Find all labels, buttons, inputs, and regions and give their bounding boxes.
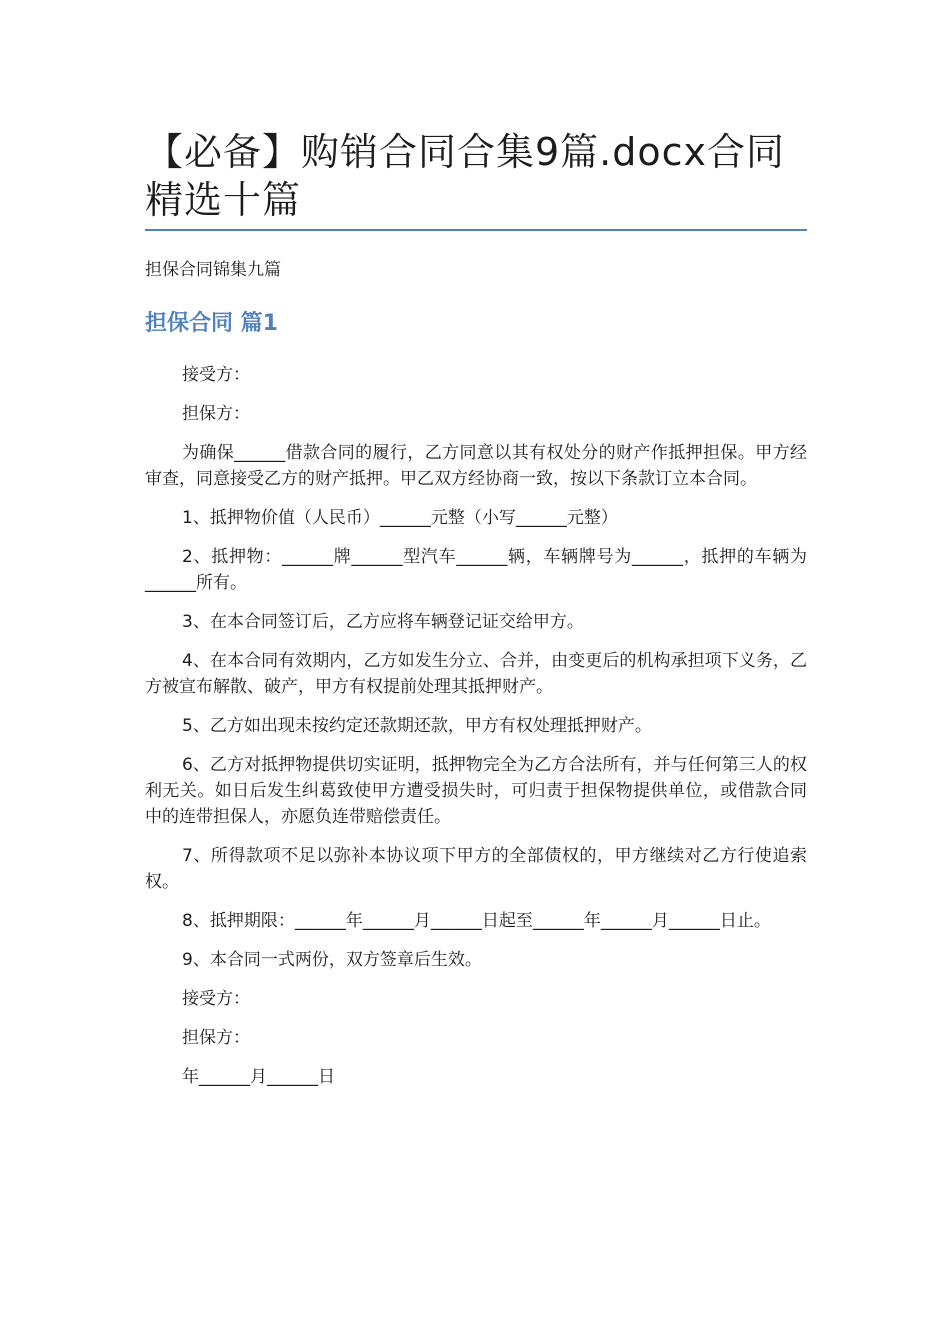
clause-3: 3、在本合同签订后，乙方应将车辆登记证交给甲方。 [182, 612, 584, 632]
clause-2: 2、抵押物：______牌______型汽车______辆，车辆牌号为______，抵押的车辆为______所有。 [145, 547, 807, 593]
clause-7: 7、所得款项不足以弥补本协议项下甲方的全部债权的，甲方继续对乙方行使追索权。 [145, 846, 807, 892]
clause-8: 8、抵押期限：______年______月______日起至______年______月______日止。 [182, 911, 771, 931]
signature-guarantor-line: 担保方： [182, 1028, 250, 1048]
document-title: 【必备】购销合同合集9篇.docx合同精选十篇 [145, 130, 786, 222]
clause-9: 9、本合同一式两份，双方签章后生效。 [182, 950, 482, 970]
signature-receiver-line: 接受方： [182, 989, 250, 1009]
party-guarantor-line: 担保方： [182, 404, 250, 424]
document-body [145, 362, 807, 1103]
clause-6: 6、乙方对抵押物提供切实证明，抵押物完全为乙方合法所有，并与任何第三人的权利无关。如日后发生纠葛致使甲方遭受损失时，可归责于担保物提供单位，或借款合同中的连带担保人，亦愿负连带赔偿责任。 [145, 755, 807, 827]
section-heading: 担保合同 篇1 [145, 311, 278, 336]
clause-4: 4、在本合同有效期内，乙方如发生分立、合并，由变更后的机构承担项下义务，乙方被宣布解散、破产，甲方有权提前处理其抵押财产。 [145, 651, 807, 697]
clause-1: 1、抵押物价值（人民币）______元整（小写______元整） [182, 508, 618, 528]
document-subtitle: 担保合同锦集九篇 [145, 260, 281, 280]
party-receiver-line: 接受方： [182, 365, 250, 385]
signature-date-line: 年______月______日 [182, 1067, 335, 1087]
title-divider [145, 229, 807, 231]
clause-5: 5、乙方如出现未按约定还款期还款，甲方有权处理抵押财产。 [182, 716, 652, 736]
preamble-paragraph: 为确保______借款合同的履行，乙方同意以其有权处分的财产作抵押担保。甲方经审查，同意接受乙方的财产抵押。甲乙双方经协商一致，按以下条款订立本合同。 [145, 443, 807, 489]
